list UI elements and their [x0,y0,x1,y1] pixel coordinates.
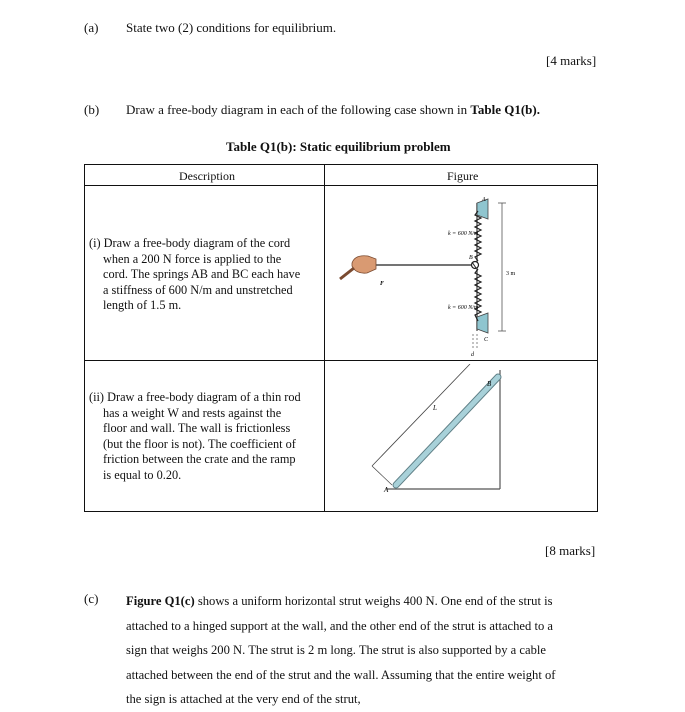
label-force: F [380,281,385,287]
question-c-line: attached between the end of the strut and the wall. Assuming that the entire weight of [126,667,556,682]
question-a-text: State two (2) conditions for equilibrium. [126,20,337,35]
label-k-bottom: k = 600 N/m [448,305,479,311]
question-b-table-ref: Table Q1(b). [470,102,540,117]
row-ii-line: is equal to 0.20. [103,467,182,482]
row-ii-line: has a weight W and rests against the [103,405,282,420]
row-ii-line: (ii) Draw a free-body diagram of a thin rod [89,390,301,404]
question-b-text [126,102,540,118]
question-a-marks: [4 marks] [546,53,597,68]
row-i-line: cord. The springs AB and BC each have [103,267,301,282]
label-height: 3 m [506,271,516,277]
label-point-a: A [384,486,389,494]
question-c-number: (c) [84,591,99,606]
question-c-line: sign that weighs 200 N. The strut is 2 m long. The strut is also supported by a cable [126,643,546,657]
label-a: A [482,197,486,203]
question-b-text-prefix: Draw a free-body diagram in each of the following case shown in [126,102,471,117]
rod [396,377,498,485]
cord-springs-figure [330,189,592,357]
label-b: B [469,255,473,261]
question-b-marks: [8 marks] [545,543,596,558]
label-k-top: k = 600 N/m [448,231,479,237]
arm-icon [340,268,354,279]
row-ii-line: floor and wall. The wall is frictionless [103,421,291,436]
row-i-line: when a 200 N force is applied to the [103,251,282,266]
hand-icon [352,256,376,273]
question-c-line: attached to a hinged support at the wall, and the other end of the strut is attached to a [126,618,554,633]
table-header-description: Description [179,169,235,183]
row-ii-line: friction between the crate and the ramp [103,452,296,467]
question-c-line: the sign is attached at the very end of the strut, [126,692,361,706]
table-header-divider [85,185,597,186]
label-c: C [484,337,489,343]
table-column-divider [324,165,325,511]
label-length: L [433,404,437,412]
question-c-text [126,589,598,712]
spring-bc [475,269,481,321]
length-extension-a [372,466,392,485]
table-row-divider [85,360,597,361]
label-point-b: B [487,380,492,388]
equilibrium-table [84,164,598,512]
table-header-figure: Figure [447,169,479,183]
row-ii-line: (but the floor is not). The coefficient of [103,436,296,451]
support-c [477,313,488,333]
row-i-line: length of 1.5 m. [103,298,182,313]
length-dimension [372,364,470,466]
row-ii-description [89,390,301,484]
row-i-line: (i) Draw a free-body diagram of the cord [89,236,291,250]
question-b-number: (b) [84,102,100,117]
figure-ref: Figure Q1(c) [126,594,195,608]
row-i-description [89,236,300,314]
row-i-line: a stiffness of 600 N/m and unstretched [103,282,293,297]
question-a-number: (a) [84,20,99,35]
thin-rod-figure [330,364,592,504]
question-c-line-1-text: shows a uniform horizontal strut weighs 400 N. One end of the strut is [194,594,553,608]
label-offset: d [471,352,474,357]
table-caption: Table Q1(b): Static equilibrium problem [226,139,451,154]
question-c-line [126,589,598,614]
